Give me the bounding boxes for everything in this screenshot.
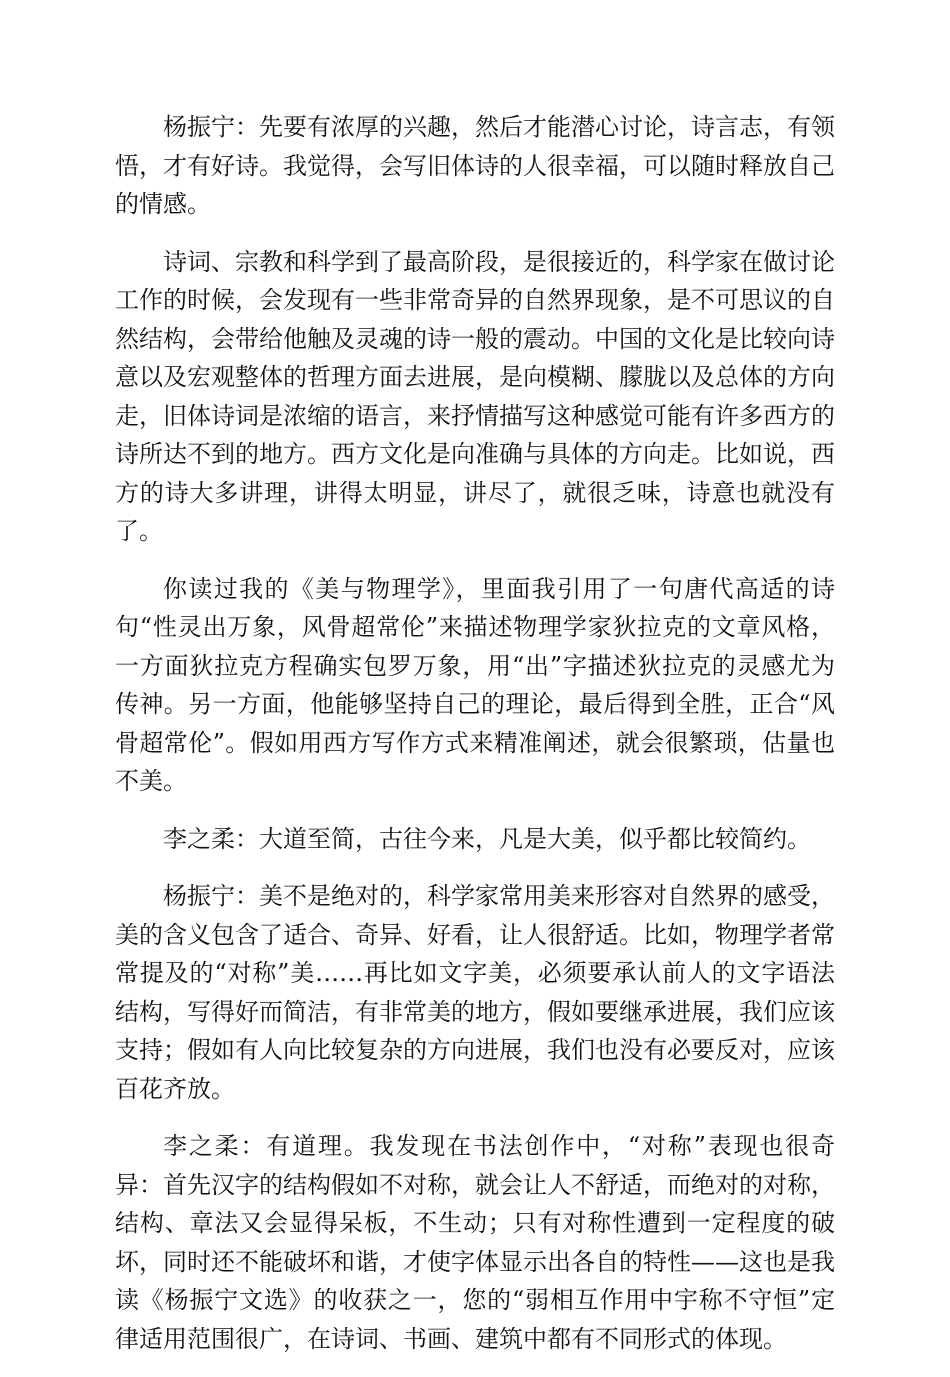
paragraph-3: 你读过我的《美与物理学》，里面我引用了一句唐代高适的诗句“性灵出万象，风骨超常伦”来描述物理学家狄拉克的文章风格，一方面狄拉克方程确实包罗万象，用“出”字描述狄拉克的灵感尤为传神。另一方面，他能够坚持自己的理论，最后得到全胜，正合“风骨超常伦”。假如用西方写作方式来精准阐述，就会很繁琐，估量也不美。 bbox=[115, 574, 835, 795]
paragraph-6: 李之柔：有道理。我发现在书法创作中，“对称”表现也很奇异：首先汉字的结构假如不对称，就会让人不舒适，而绝对的对称，结构、章法又会显得呆板，不生动；只有对称性遭到一定程度的破坏，同时还不能破坏和谐，才使字体显示出各自的特性——这也是我读《杨振宁文选》的收获之一，您的“弱相互作用中宇称不守恒”定律适用范围很广，在诗词、书画、建筑中都有不同形式的体现。 bbox=[115, 1132, 835, 1353]
paragraph-4: 李之柔：大道至简，古往今来，凡是大美，似乎都比较简约。 bbox=[163, 824, 811, 853]
paragraph-5: 杨振宁：美不是绝对的，科学家常用美来形容对自然界的感受，美的含义包含了适合、奇异、好看，让人很舒适。比如，物理学者常常提及的“对称”美……再比如文字美，必须要承认前人的文字语法结构，写得好而简洁，有非常美的地方，假如要继承进展，我们应该支持；假如有人向比较复杂的方向进展，我们也没有必要反对，应该百花齐放。 bbox=[115, 882, 835, 1103]
paragraph-1: 杨振宁：先要有浓厚的兴趣，然后才能潜心讨论，诗言志，有领悟，才有好诗。我觉得，会写旧体诗的人很幸福，可以随时释放自己的情感。 bbox=[115, 113, 835, 218]
paragraph-2: 诗词、宗教和科学到了最高阶段，是很接近的，科学家在做讨论工作的时候，会发现有一些非常奇异的自然界现象，是不可思议的自然结构，会带给他触及灵魂的诗一般的震动。中国的文化是比较向诗意以及宏观整体的哲理方面去进展，是向模糊、朦胧以及总体的方向走，旧体诗词是浓缩的语言，来抒情描写这种感觉可能有许多西方的诗所达不到的地方。西方文化是向准确与具体的方向走。比如说，西方的诗大多讲理，讲得太明显，讲尽了，就很乏味，诗意也就没有了。 bbox=[115, 247, 835, 545]
document-body bbox=[115, 108, 835, 1377]
